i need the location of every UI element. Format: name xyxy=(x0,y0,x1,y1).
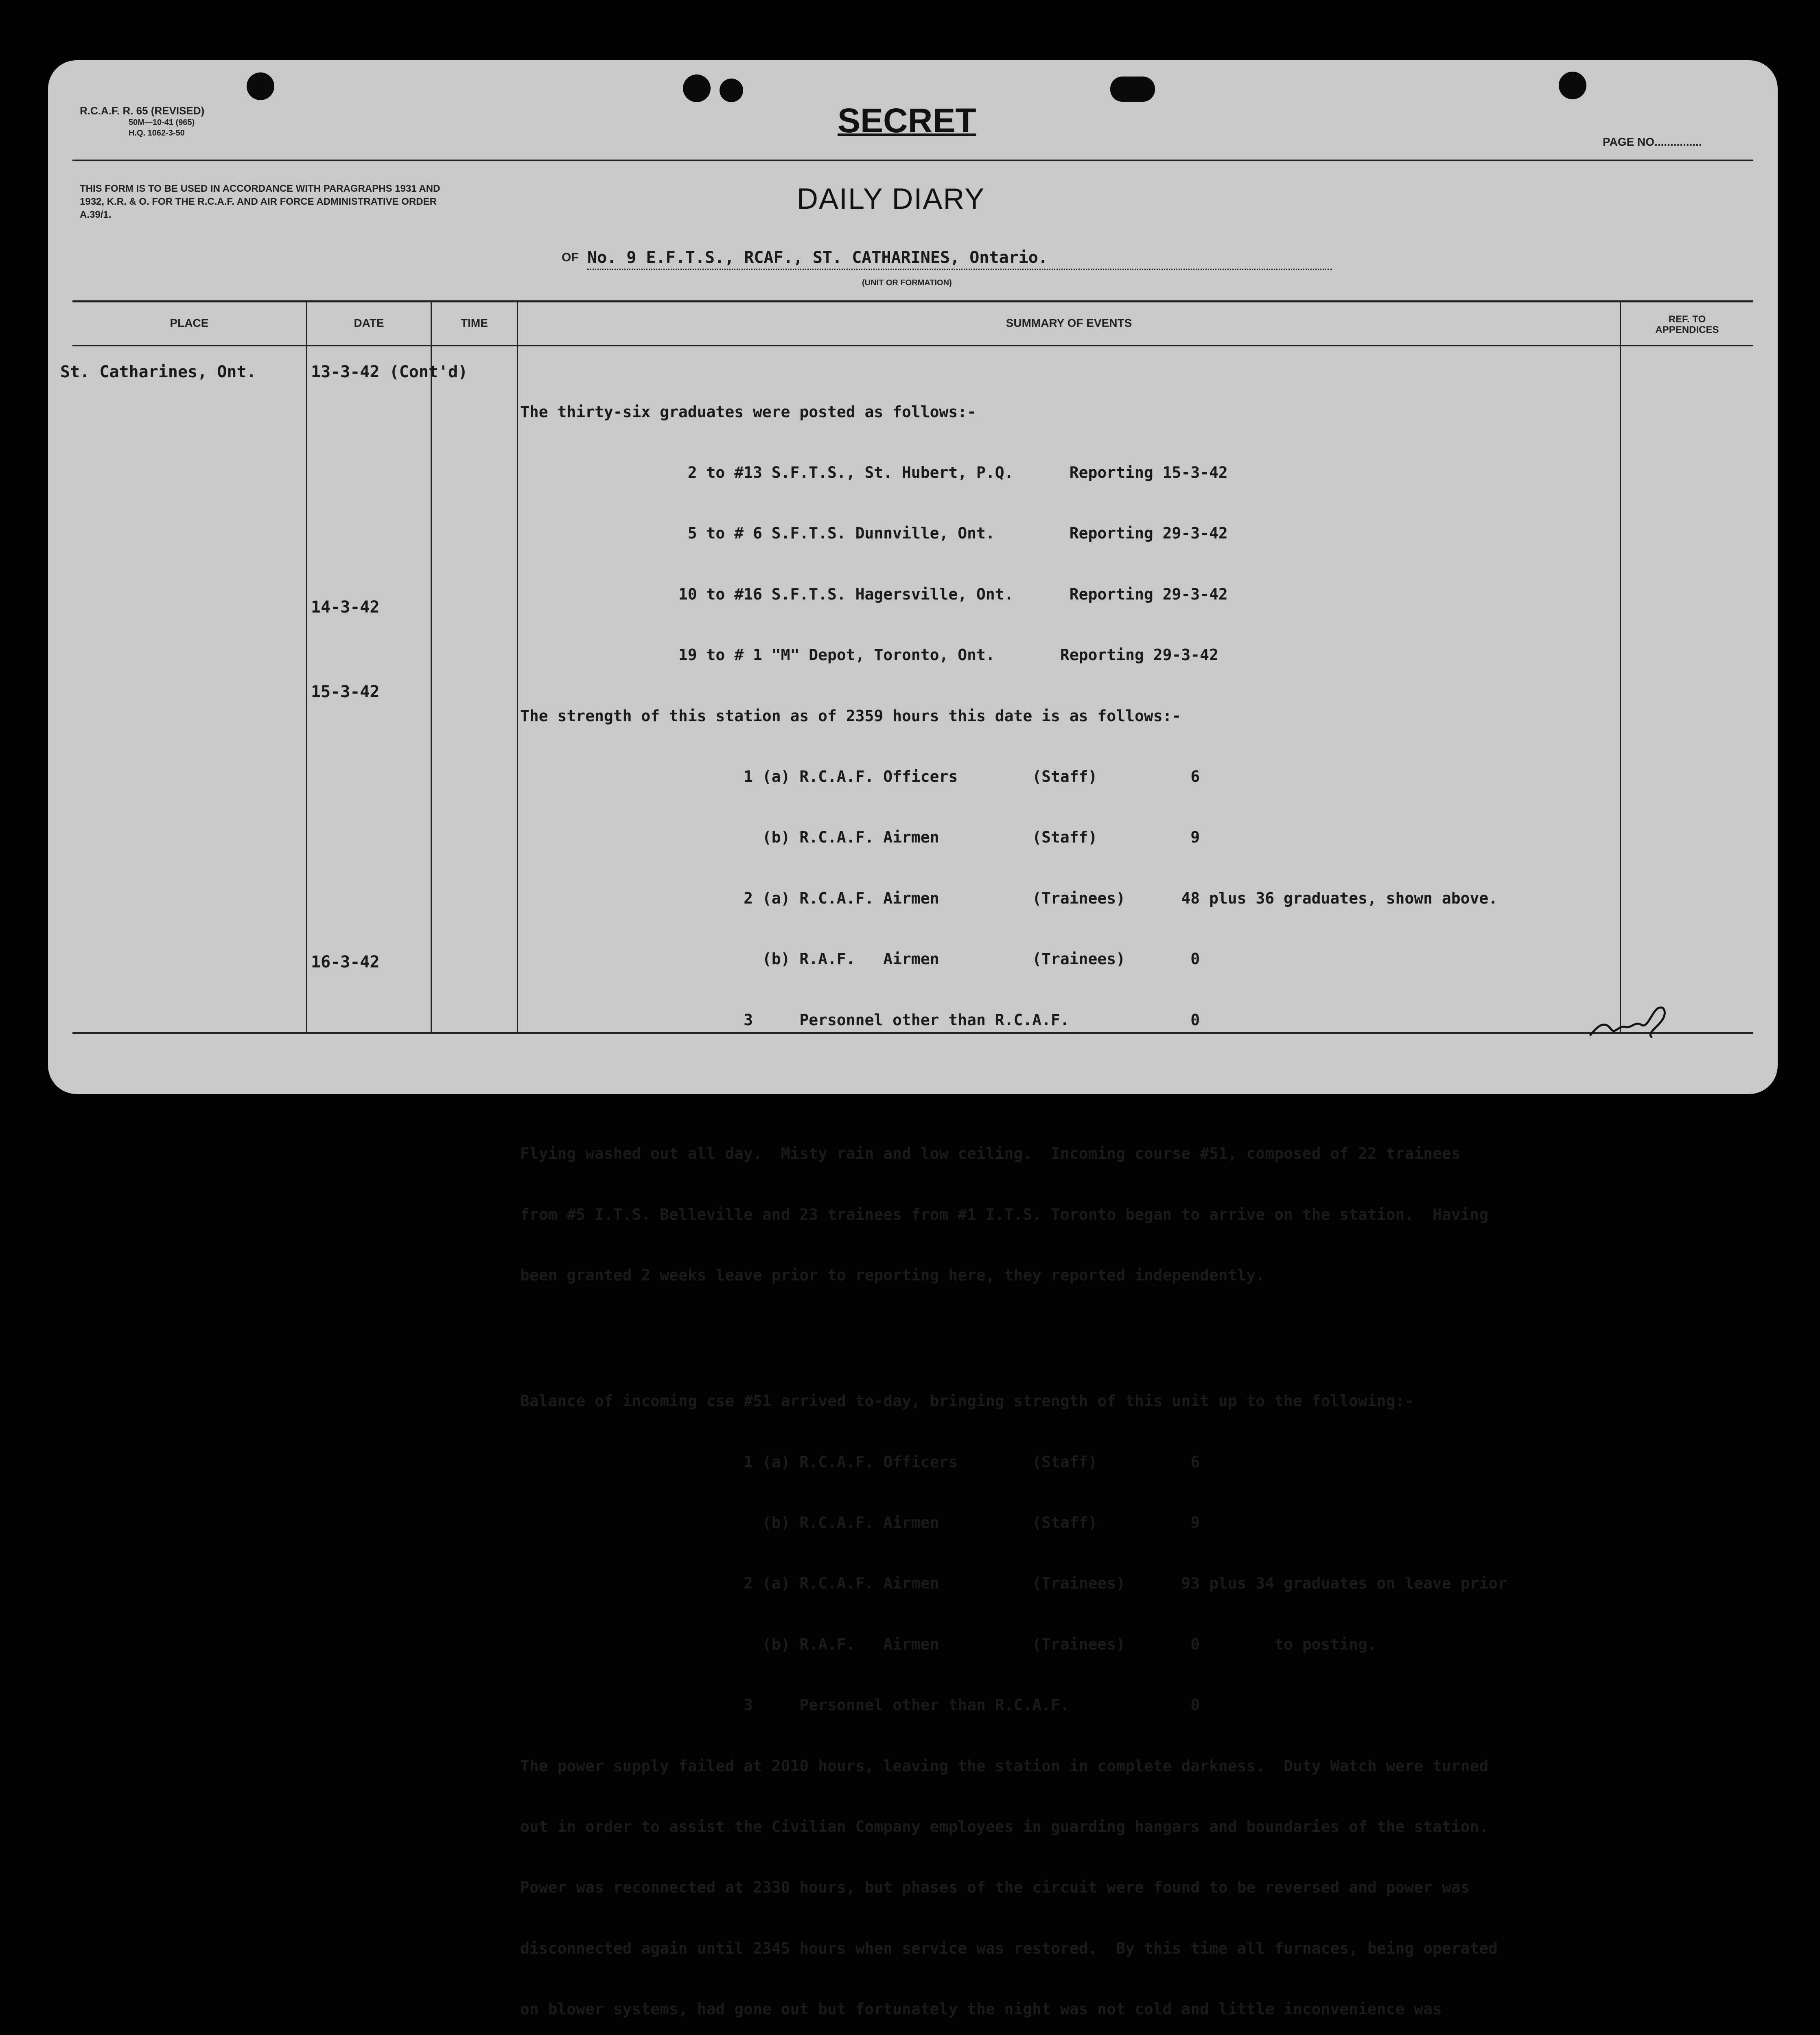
summary-line: (b) R.C.A.F. Airmen (Staff) 9 xyxy=(520,1514,1200,1532)
summary-of-events xyxy=(520,361,1615,2035)
table-top-rule xyxy=(72,300,1753,302)
summary-line: The power supply failed at 2010 hours, leaving the station in complete darkness. Duty Watch were turned xyxy=(520,1757,1489,1775)
summary-line: on blower systems, had gone out but fortunately the night was not cold and little inconvenience was xyxy=(520,2000,1442,2018)
summary-line: (b) R.C.A.F. Airmen (Staff) 9 xyxy=(520,828,1200,847)
of-label: OF xyxy=(562,251,579,264)
summary-line xyxy=(520,1326,1615,1351)
col-header-ref-line-2: APPENDICES xyxy=(1655,324,1719,335)
form-line-3: H.Q. 1062-3-50 xyxy=(129,129,185,138)
summary-line: from #5 I.T.S. Belleville and 23 trainees from #1 I.T.S. Toronto began to arrive on the station. Having xyxy=(520,1205,1489,1223)
place-cell: St. Catharines, Ont. xyxy=(60,363,256,381)
punch-hole xyxy=(720,79,743,102)
summary-line: The strength of this station as of 2359 hours this date is as follows:- xyxy=(520,707,1181,725)
page-title: DAILY DIARY xyxy=(797,183,985,215)
punch-hole xyxy=(683,74,711,102)
punch-hole xyxy=(1110,77,1155,102)
date-cell: 13-3-42 (Cont'd) xyxy=(311,363,468,381)
punch-hole xyxy=(247,72,274,100)
unit-name: No. 9 E.F.T.S., RCAF., ST. CATHARINES, Ontario. xyxy=(587,248,1332,270)
col-header-ref xyxy=(1621,314,1753,335)
col-header-ref-line-1: REF. TO xyxy=(1668,314,1706,325)
column-divider xyxy=(517,301,518,1034)
col-header-date: DATE xyxy=(354,317,384,329)
summary-line: 2 (a) R.C.A.F. Airmen (Trainees) 93 plus 34 graduates on leave prior xyxy=(520,1574,1507,1593)
summary-line: 5 to # 6 S.F.T.S. Dunnville, Ont. Reporting 29-3-42 xyxy=(520,524,1228,543)
col-header-summary: SUMMARY OF EVENTS xyxy=(1006,317,1132,329)
column-header-rule xyxy=(72,345,1753,346)
page-no-label: PAGE NO............... xyxy=(1603,136,1702,148)
summary-line: (b) R.A.F. Airmen (Trainees) 0 xyxy=(520,950,1200,968)
column-divider xyxy=(431,301,432,1034)
handwritten-initials xyxy=(1586,996,1676,1045)
summary-line: 3 Personnel other than R.C.A.F. 0 xyxy=(520,1696,1200,1714)
summary-line: Balance of incoming cse #51 arrived to-day, bringing strength of this unit up to the following:- xyxy=(520,1392,1414,1410)
summary-line: The thirty-six graduates were posted as follows:- xyxy=(520,403,977,421)
form-id xyxy=(80,104,204,138)
form-line-1: R.C.A.F. R. 65 (REVISED) xyxy=(80,105,205,117)
date-cell: 14-3-42 xyxy=(311,598,380,617)
col-header-place: PLACE xyxy=(170,317,209,329)
summary-line: out in order to assist the Civilian Company employees in guarding hangars and boundaries of the station. xyxy=(520,1817,1489,1836)
summary-line: 2 (a) R.C.A.F. Airmen (Trainees) 48 plus 36 graduates, shown above. xyxy=(520,889,1498,907)
summary-line: been granted 2 weeks leave prior to reporting here, they reported independently. xyxy=(520,1266,1265,1284)
unit-caption: (UNIT OR FORMATION) xyxy=(862,278,952,287)
column-divider xyxy=(306,301,307,1034)
summary-line: (b) R.A.F. Airmen (Trainees) 0 to posting. xyxy=(520,1635,1377,1653)
summary-line: 2 to #13 S.F.T.S., St. Hubert, P.Q. Reporting 15-3-42 xyxy=(520,463,1228,481)
summary-line: Power was reconnected at 2330 hours, but phases of the circuit were found to be reversed and power was xyxy=(520,1878,1470,1897)
date-cell: 16-3-42 xyxy=(311,953,380,972)
date-cell: 15-3-42 xyxy=(311,683,380,701)
summary-text xyxy=(520,361,1615,2035)
diary-sheet xyxy=(48,60,1778,2018)
form-instructions: THIS FORM IS TO BE USED IN ACCORDANCE WITH PARAGRAPHS 1931 AND 1932, K.R. & O. FOR THE R.C.A.F. AND AIR FORCE ADMINISTRATIVE ORDER A.39/1. xyxy=(80,183,440,220)
col-header-time: TIME xyxy=(461,317,488,329)
summary-line: 19 to # 1 "M" Depot, Toronto, Ont. Reporting 29-3-42 xyxy=(520,646,1218,664)
form-line-2: 50M—10-41 (965) xyxy=(129,118,195,127)
header-rule xyxy=(72,160,1753,161)
column-divider xyxy=(1620,301,1621,1034)
summary-line: 1 (a) R.C.A.F. Officers (Staff) 6 xyxy=(520,767,1200,786)
summary-line: 10 to #16 S.F.T.S. Hagersville, Ont. Reporting 29-3-42 xyxy=(520,585,1228,603)
summary-line xyxy=(520,1071,1615,1103)
punch-hole xyxy=(1559,72,1586,99)
classification-heading: SECRET xyxy=(838,101,976,140)
summary-line: disconnected again until 2345 hours when service was restored. By this time all furnaces, being operated xyxy=(520,1939,1498,1957)
summary-line: 1 (a) R.C.A.F. Officers (Staff) 6 xyxy=(520,1453,1200,1471)
summary-line: 3 Personnel other than R.C.A.F. 0 xyxy=(520,1011,1200,1029)
summary-line: Flying washed out all day. Misty rain and low ceiling. Incoming course #51, composed of 22 trainees xyxy=(520,1144,1461,1163)
